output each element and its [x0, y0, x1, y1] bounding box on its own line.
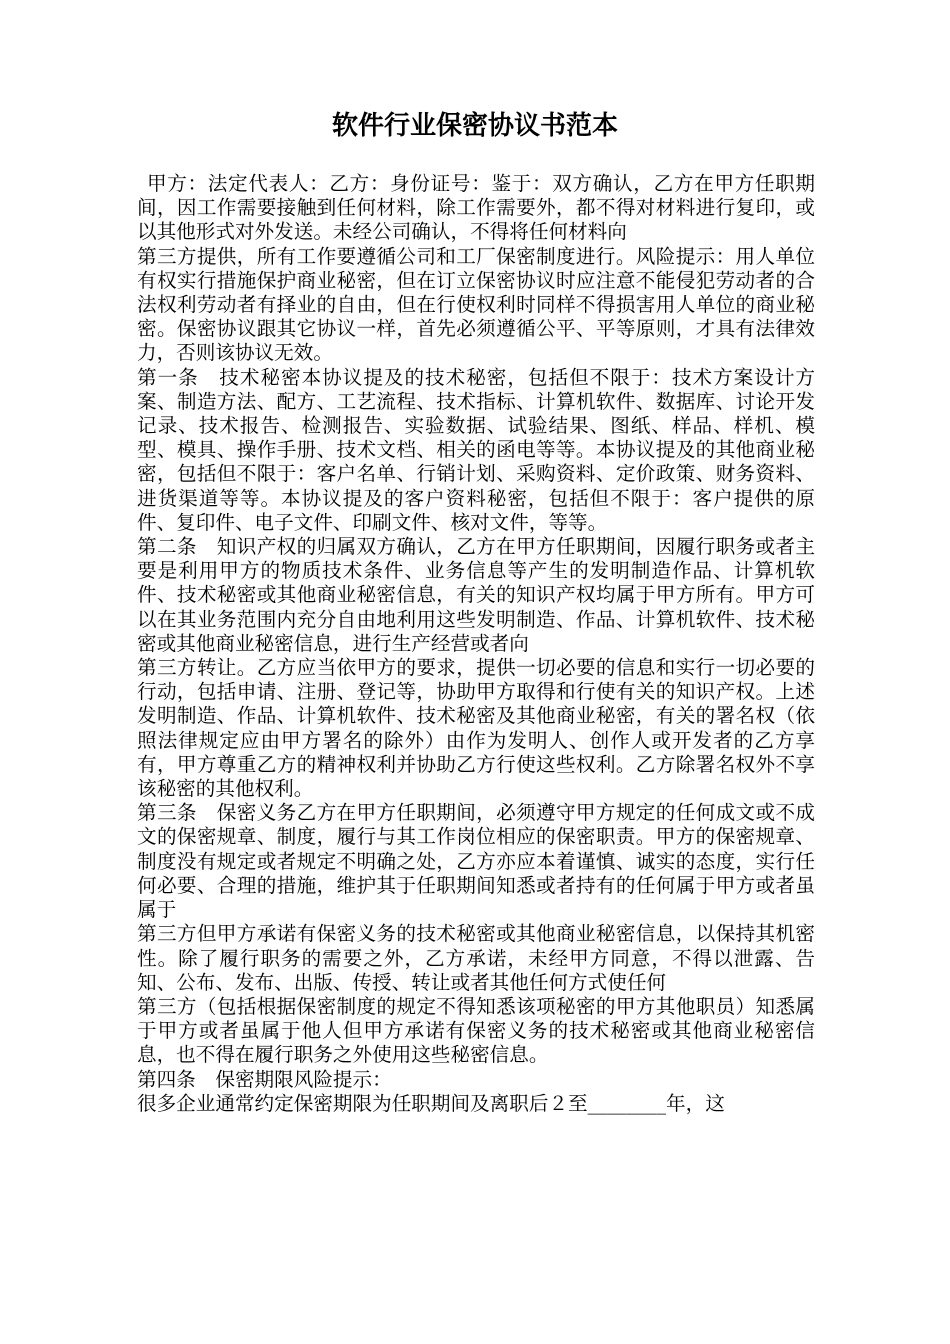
document-body — [137, 172, 815, 1116]
paragraph-preamble: 甲方：法定代表人：乙方：身份证号：鉴于：双方确认，乙方在甲方任职期间，因工作需要接触到任何材料，除工作需要外，都不得对材料进行复印，或以其他形式对外发送。未经公司确认，不得将任何材料向 — [137, 172, 815, 244]
paragraph-risk-notice: 第三方提供，所有工作要遵循公司和工厂保密制度进行。风险提示：用人单位有权实行措施保护商业秘密，但在订立保密协议时应注意不能侵犯劳动者的合法权利劳动者有择业的自由，但在行使权利时同样不得损害用人单位的商业秘密。保密协议跟其它协议一样，首先必须遵循公平、平等原则，才具有法律效力，否则该协议无效。 — [137, 244, 815, 365]
document-title: 软件行业保密协议书范本 — [331, 111, 618, 141]
paragraph-article-4: 第四条 保密期限风险提示： — [137, 1067, 392, 1091]
paragraph-third-party-staff: 第三方（包括根据保密制度的规定不得知悉该项秘密的甲方其他职员）知悉属于甲方或者虽属于他人但甲方承诺有保密义务的技术秘密或其他商业秘密信息，也不得在履行职务之外使用这些秘密信息。 — [137, 994, 815, 1067]
paragraph-article-2: 第二条 知识产权的归属双方确认，乙方在甲方任职期间，因履行职务或者主要是利用甲方的物质技术条件、业务信息等产生的发明制造作品、计算机软件、技术秘密或其他商业秘密信息，有关的知识产权均属于甲方所有。甲方可以在其业务范围内充分自由地利用这些发明制造、作品、计算机软件、技术秘密或其他商业秘密信息，进行生产经营或者向 — [137, 535, 815, 655]
paragraph-third-party: 第三方但甲方承诺有保密义务的技术秘密或其他商业秘密信息，以保持其机密性。除了履行职务的需要之外，乙方承诺，未经甲方同意，不得以泄露、告知、公布、发布、出版、传授、转让或者其他任何方式使任何 — [137, 922, 815, 994]
paragraph-article-3: 第三条 保密义务乙方在甲方任职期间，必须遵守甲方规定的任何成文或不成文的保密规章、制度，履行与其工作岗位相应的保密职责。甲方的保密规章、制度没有规定或者规定不明确之处，乙方亦应本着谨慎、诚实的态度，实行任何必要、合理的措施，维护其于任职期间知悉或者持有的任何属于甲方或者虽属于 — [137, 801, 815, 922]
paragraph-transfer: 第三方转让。乙方应当依甲方的要求，提供一切必要的信息和实行一切必要的行动，包括申请、注册、登记等，协助甲方取得和行使有关的知识产权。上述发明制造、作品、计算机软件、技术秘密及其他商业秘密，有关的署名权（依照法律规定应由甲方署名的除外）由作为发明人、创作人或开发者的乙方享有，甲方尊重乙方的精神权利并协助乙方行使这些权利。乙方除署名权外不享该秘密的其他权利。 — [137, 656, 815, 801]
paragraph-term: 很多企业通常约定保密期限为任职期间及离职后２至________年，这 — [137, 1091, 725, 1115]
paragraph-article-1: 第一条 技术秘密本协议提及的技术秘密，包括但不限于：技术方案设计方案、制造方法、配方、工艺流程、技术指标、计算机软件、数据库、讨论开发记录、技术报告、检测报告、实验数据、试验结果、图纸、样品、样机、模型、模具、操作手册、技术文档、相关的函电等等。本协议提及的其他商业秘密，包括但不限于：客户名单、行销计划、采购资料、定价政策、财务资料、进货渠道等等。本协议提及的客户资料秘密，包括但不限于：客户提供的原件、复印件、电子文件、印刷文件、核对文件，等等。 — [137, 365, 815, 534]
